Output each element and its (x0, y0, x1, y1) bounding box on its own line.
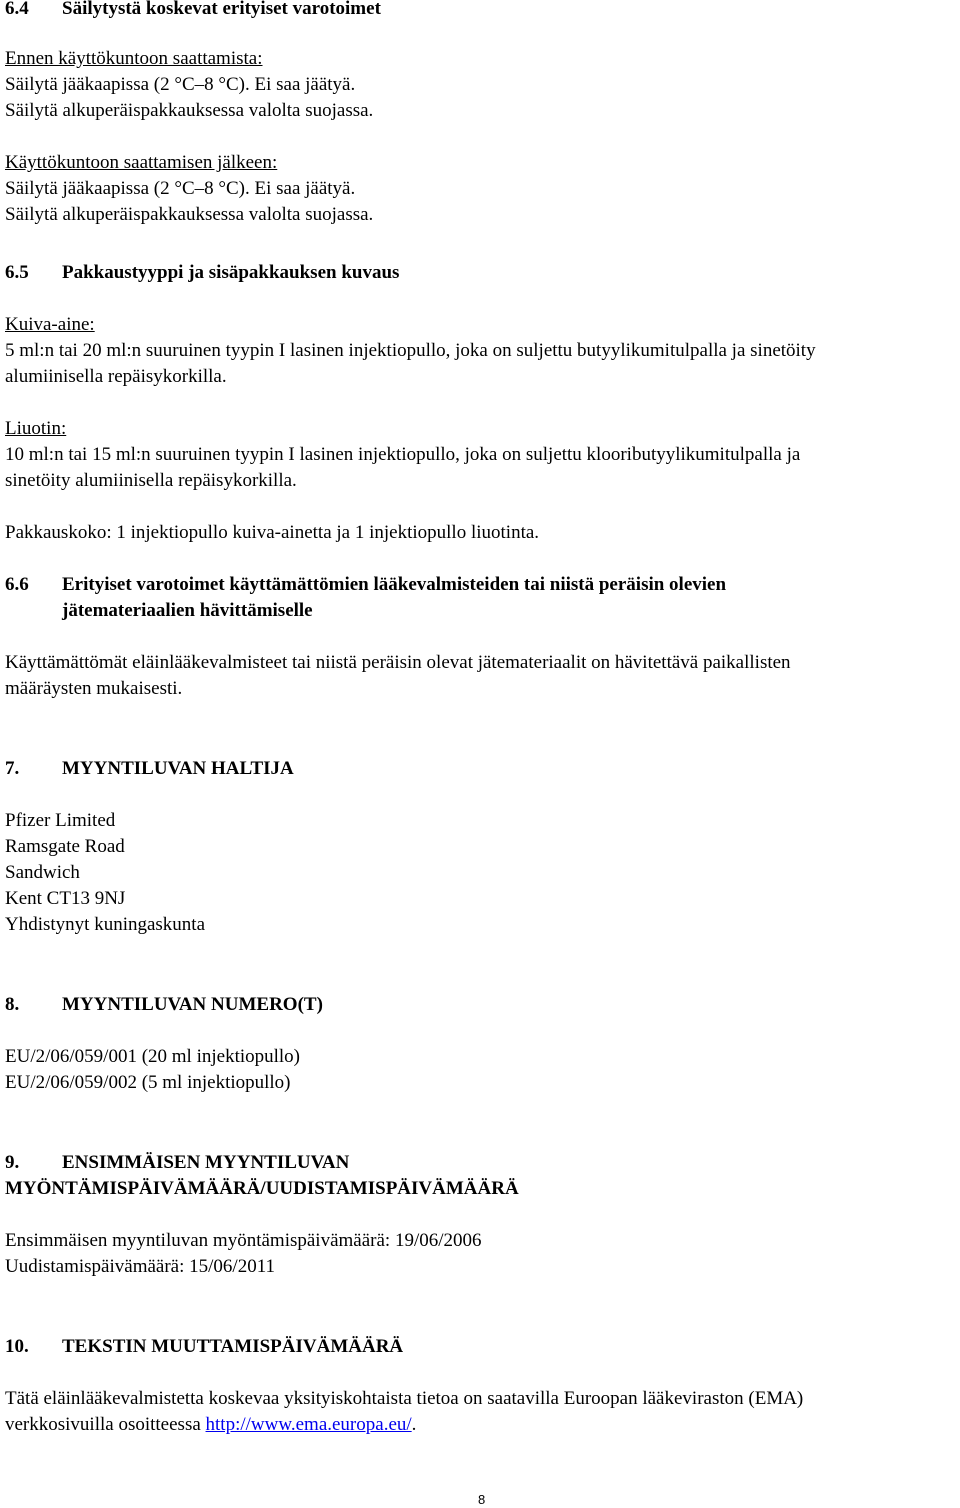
section-6-6-heading (5, 572, 726, 598)
authorisation-number: EU/2/06/059/002 (5 ml injektiopullo) (5, 1072, 291, 1093)
section-number: 10. (5, 1336, 29, 1357)
storage-line: Säilytä alkuperäispakkauksessa valolta suojassa. (5, 100, 374, 121)
body-text: Tätä eläinlääkevalmistetta koskevaa yksityiskohtaista tietoa on saatavilla Euroopan lääkeviraston (EMA) (5, 1388, 804, 1409)
section-number: 6.5 (5, 262, 29, 283)
section-title: MYYNTILUVAN HALTIJA (62, 758, 294, 779)
section-7-heading (5, 756, 294, 782)
solvent-label: Liuotin: (5, 418, 67, 439)
section-title: Pakkaustyyppi ja sisäpakkauksen kuvaus (62, 262, 400, 283)
section-title-continued: jätemateriaalien hävittämiselle (62, 600, 313, 621)
before-use-label: Ennen käyttökuntoon saattamista: (5, 48, 263, 69)
storage-line: Säilytä alkuperäispakkauksessa valolta suojassa. (5, 204, 374, 225)
section-6-4-heading (5, 0, 381, 22)
address-line: Kent CT13 9NJ (5, 888, 126, 909)
body-text-with-link (5, 1412, 416, 1438)
date-line: Ensimmäisen myyntiluvan myöntämispäivämäärä: 19/06/2006 (5, 1230, 482, 1251)
pack-size-text: Pakkauskoko: 1 injektiopullo kuiva-ainetta ja 1 injektiopullo liuotinta. (5, 522, 540, 543)
section-title: TEKSTIN MUUTTAMISPÄIVÄMÄÄRÄ (62, 1336, 404, 1357)
page-number: 8 (478, 1492, 486, 1507)
dry-powder-label: Kuiva-aine: (5, 314, 95, 335)
ema-website-link[interactable]: http://www.ema.europa.eu/ (205, 1414, 412, 1435)
section-6-5-heading (5, 260, 399, 286)
address-line: Sandwich (5, 862, 80, 883)
body-text-prefix: verkkosivuilla osoitteessa (5, 1414, 206, 1435)
storage-line: Säilytä jääkaapissa (2 °C–8 °C). Ei saa jäätyä. (5, 74, 356, 95)
section-number: 9. (5, 1152, 20, 1173)
section-title-continued: MYÖNTÄMISPÄIVÄMÄÄRÄ/UUDISTAMISPÄIVÄMÄÄRÄ (5, 1178, 519, 1199)
address-line: Yhdistynyt kuningaskunta (5, 914, 206, 935)
storage-line: Säilytä jääkaapissa (2 °C–8 °C). Ei saa jäätyä. (5, 178, 356, 199)
section-10-heading (5, 1334, 403, 1360)
section-title: MYYNTILUVAN NUMERO(T) (62, 994, 323, 1015)
section-9-heading (5, 1150, 349, 1176)
section-number: 6.4 (5, 0, 29, 19)
section-title: ENSIMMÄISEN MYYNTILUVAN (62, 1152, 350, 1173)
body-text: sinetöity alumiinisella repäisykorkilla. (5, 470, 297, 491)
section-8-heading (5, 992, 323, 1018)
body-text: Käyttämättömät eläinlääkevalmisteet tai niistä peräisin olevat jätemateriaalit on hävitettävä paikallisten (5, 652, 791, 673)
body-text: alumiinisella repäisykorkilla. (5, 366, 227, 387)
after-reconstitution-label: Käyttökuntoon saattamisen jälkeen: (5, 152, 278, 173)
date-line: Uudistamispäivämäärä: 15/06/2011 (5, 1256, 275, 1277)
section-number: 6.6 (5, 574, 29, 595)
body-text-suffix: . (411, 1414, 417, 1435)
body-text: 10 ml:n tai 15 ml:n suuruinen tyypin I lasinen injektiopullo, joka on suljettu klooributyylikumitulpalla ja (5, 444, 801, 465)
section-number: 7. (5, 758, 20, 779)
body-text: määräysten mukaisesti. (5, 678, 183, 699)
address-line: Ramsgate Road (5, 836, 125, 857)
section-title: Säilytystä koskevat erityiset varotoimet (62, 0, 381, 19)
authorisation-number: EU/2/06/059/001 (20 ml injektiopullo) (5, 1046, 301, 1067)
section-title: Erityiset varotoimet käyttämättömien lääkevalmisteiden tai niistä peräisin olevien (62, 574, 727, 595)
body-text: 5 ml:n tai 20 ml:n suuruinen tyypin I lasinen injektiopullo, joka on suljettu butyylikumitulpalla ja sinetöity (5, 340, 816, 361)
section-number: 8. (5, 994, 20, 1015)
address-line: Pfizer Limited (5, 810, 116, 831)
